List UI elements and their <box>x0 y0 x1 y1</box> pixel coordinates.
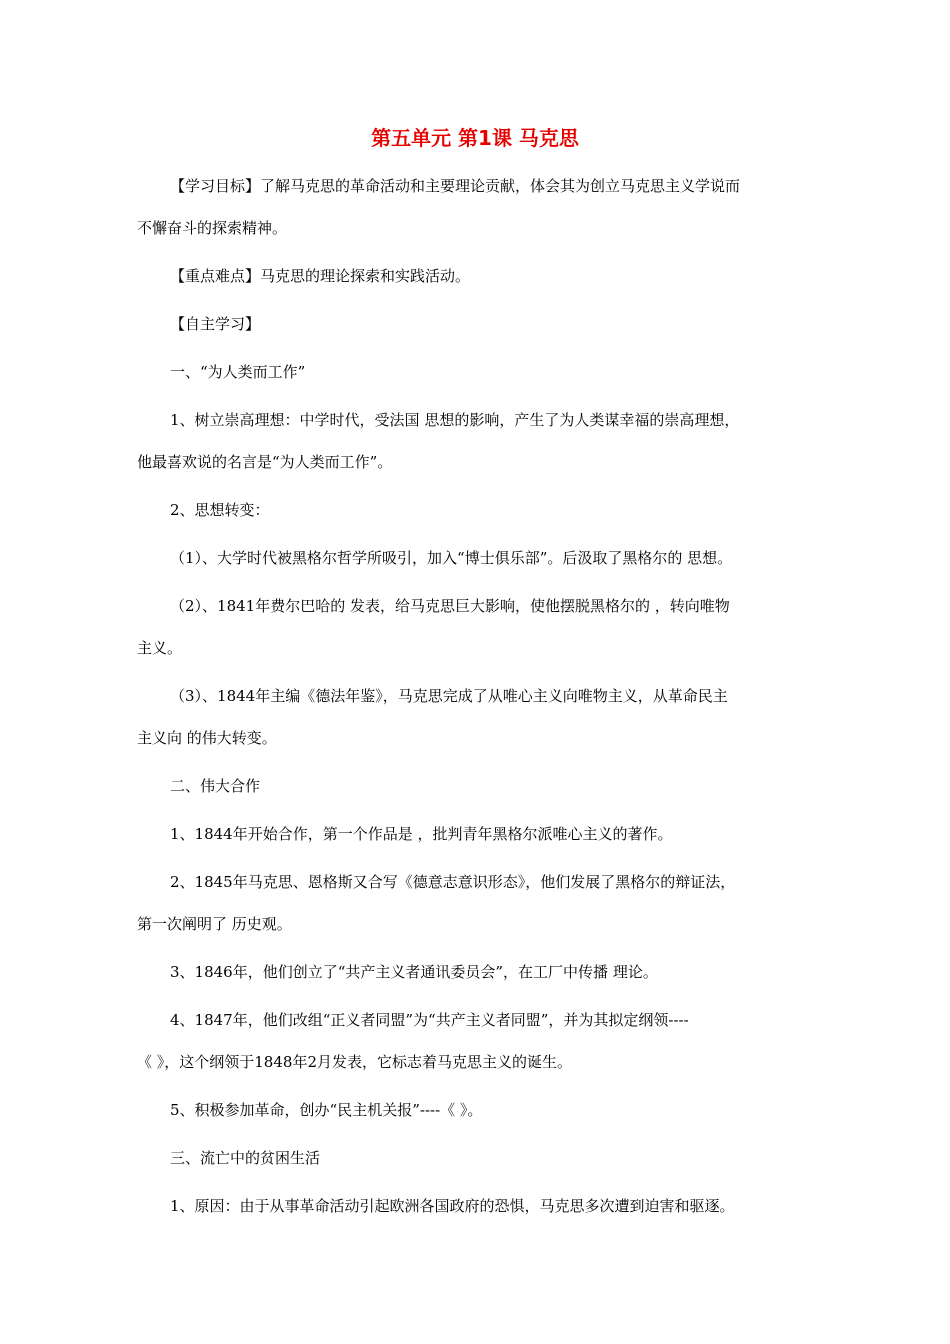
item-2-4: 4、1847年，他们改组“正义者同盟”为“共产主义者同盟”，并为其拟定纲领---- <box>170 1011 689 1029</box>
key-points-line: 【重点难点】马克思的理论探索和实践活动。 <box>170 267 471 285</box>
item-1-2-a: （1）、大学时代被黑格尔哲学所吸引，加入“博士俱乐部”。后汲取了黑格尔的 思想。 <box>170 549 733 567</box>
item-1-2-b-cont: 主义。 <box>137 639 183 657</box>
item-1-1-cont: 他最喜欢说的名言是“为人类而工作”。 <box>137 453 393 471</box>
item-2-1: 1、1844年开始合作，第一个作品是 ，批判青年黑格尔派唯心主义的著作。 <box>170 825 673 843</box>
item-2-3: 3、1846年，他们创立了“共产主义者通讯委员会”，在工厂中传播 理论。 <box>170 963 658 981</box>
item-1-2-c: （3）、1844年主编《德法年鉴》，马克思完成了从唯心主义向唯物主义，从革命民主 <box>170 687 728 705</box>
item-2-2-cont: 第一次阐明了 历史观。 <box>137 915 292 933</box>
section-1-heading: 一、“为人类而工作” <box>170 363 306 381</box>
item-1-2-b: （2）、1841年费尔巴哈的 发表，给马克思巨大影响，使他摆脱黑格尔的 ，转向唯物 <box>170 597 730 615</box>
item-1-1: 1、树立崇高理想：中学时代，受法国 思想的影响，产生了为人类谋幸福的崇高理想， <box>170 411 740 429</box>
item-2-2: 2、1845年马克思、恩格斯又合写《德意志意识形态》，他们发展了黑格尔的辩证法， <box>170 873 736 891</box>
learning-goal-cont: 不懈奋斗的探索精神。 <box>137 219 288 237</box>
item-1-2: 2、思想转变： <box>170 501 270 519</box>
item-3-1: 1、原因：由于从事革命活动引起欧洲各国政府的恐惧，马克思多次遭到迫害和驱逐。 <box>170 1197 735 1215</box>
section-3-heading: 三、流亡中的贫困生活 <box>170 1149 321 1167</box>
item-2-5: 5、积极参加革命，创办“民主机关报”----《 》。 <box>170 1101 483 1119</box>
learning-goal-line: 【学习目标】了解马克思的革命活动和主要理论贡献，体会其为创立马克思主义学说而 <box>170 177 741 195</box>
page-title: 第五单元 第1课 马克思 <box>371 126 579 150</box>
self-study-heading: 【自主学习】 <box>170 315 261 333</box>
item-2-4-cont: 《 》，这个纲领于1848年2月发表，它标志着马克思主义的诞生。 <box>137 1053 572 1071</box>
item-1-2-c-cont: 主义向 的伟大转变。 <box>137 729 277 747</box>
section-2-heading: 二、伟大合作 <box>170 777 261 795</box>
